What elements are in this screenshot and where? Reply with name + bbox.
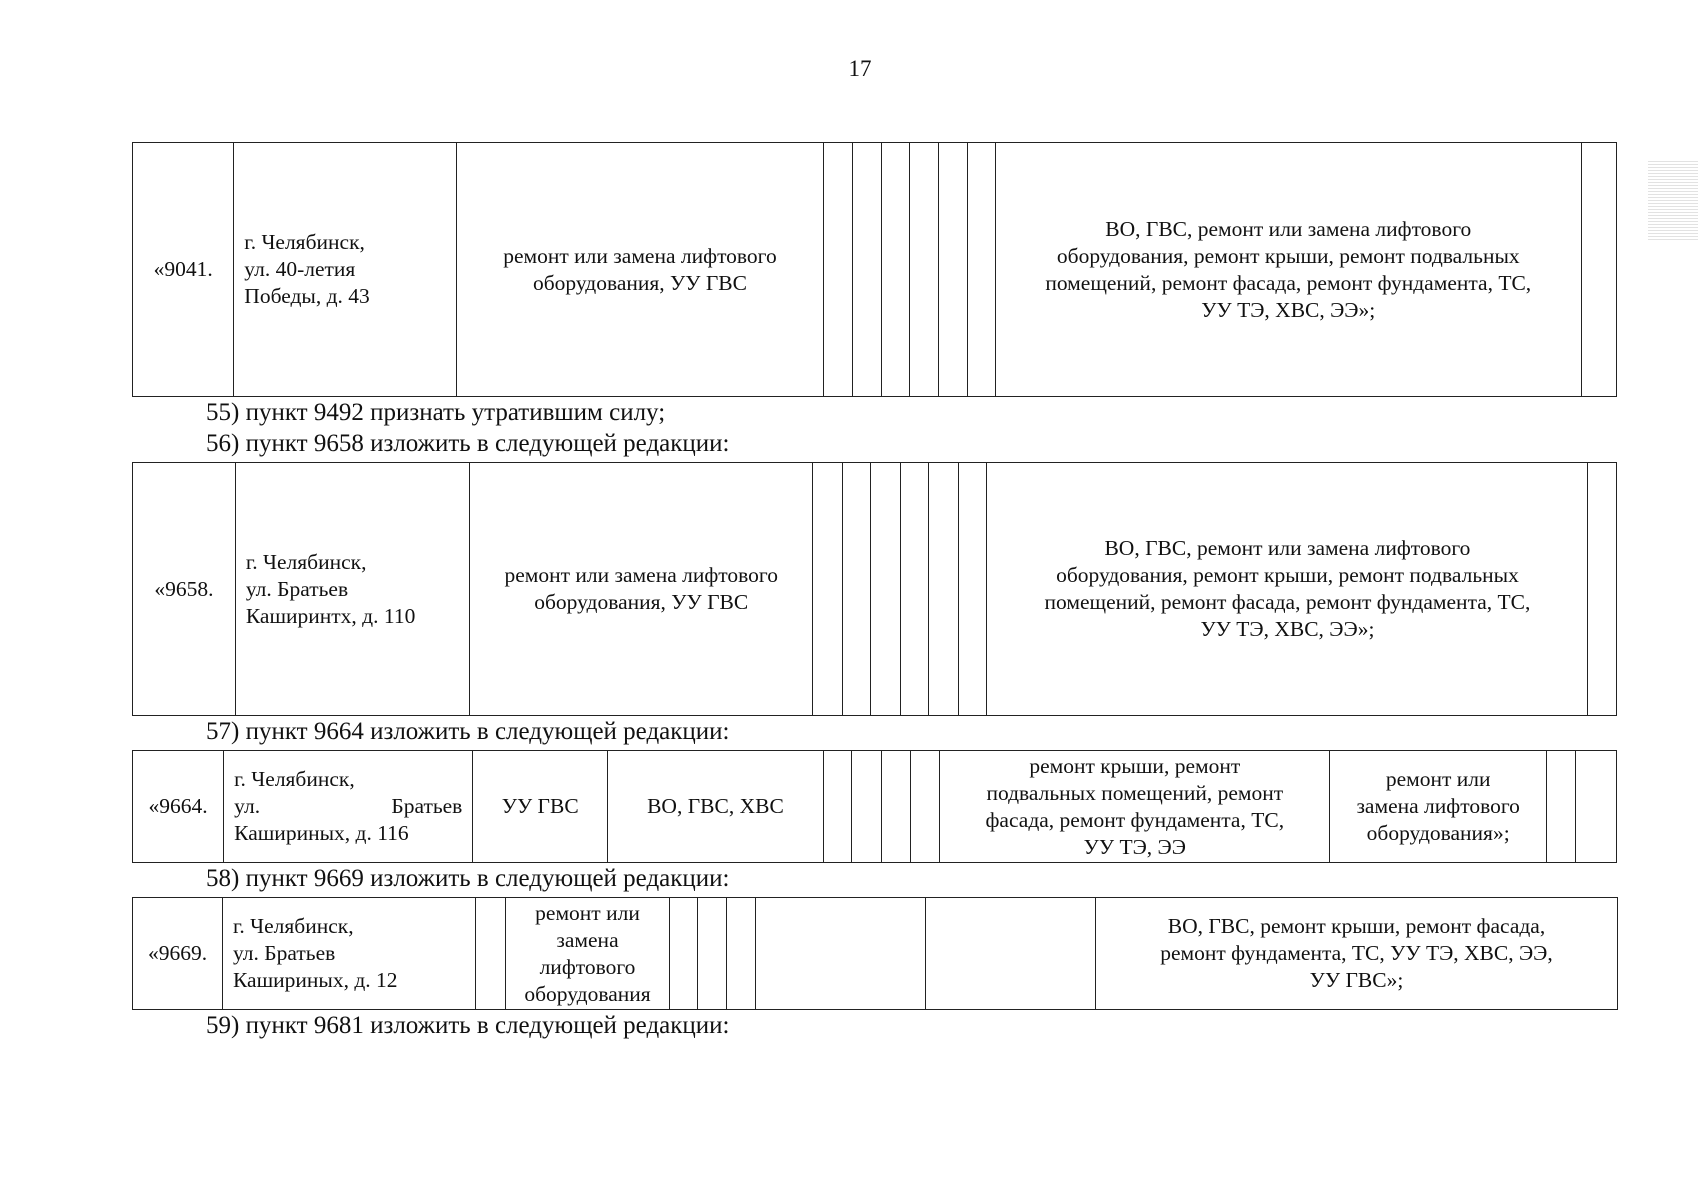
instruction-59: 59) пункт 9681 изложить в следующей редакции: <box>206 1012 730 1039</box>
empty-cell <box>909 143 938 397</box>
empty-cell <box>853 143 881 397</box>
empty-cell <box>926 898 1096 1010</box>
instruction-58: 58) пункт 9669 изложить в следующей редакции: <box>206 865 730 892</box>
instruction-55: 55) пункт 9492 признать утратившим силу; <box>206 399 666 426</box>
empty-cell <box>823 751 851 863</box>
row-number: «9041. <box>133 143 234 397</box>
address-word: Братьев <box>391 794 463 818</box>
scan-edge-mark <box>1648 160 1698 240</box>
row-number: «9664. <box>133 751 224 863</box>
empty-cell <box>1576 751 1617 863</box>
instruction-56: 56) пункт 9658 изложить в следующей редакции: <box>206 430 730 457</box>
address-line: Кашириных, д. 116 <box>234 821 409 845</box>
address-line <box>234 793 462 820</box>
empty-cell <box>813 463 843 716</box>
works-cell: ремонт или замена лифтового оборудования»; <box>1330 751 1547 863</box>
empty-cell <box>881 751 910 863</box>
empty-cell <box>842 463 871 716</box>
instruction-57: 57) пункт 9664 изложить в следующей редакции: <box>206 718 730 745</box>
empty-cell <box>929 463 959 716</box>
address-word: ул. <box>234 794 261 818</box>
address-line: г. Челябинск, <box>234 767 355 791</box>
address-cell <box>224 751 473 863</box>
empty-cell <box>900 463 929 716</box>
table-row-9041 <box>132 142 1617 397</box>
empty-cell <box>881 143 909 397</box>
works-cell: ремонт или замена лифтового оборудования, УУ ГВС <box>457 143 824 397</box>
works-cell: ВО, ГВС, ХВС <box>608 751 824 863</box>
empty-cell <box>852 751 881 863</box>
empty-cell <box>698 898 727 1010</box>
empty-cell <box>958 463 987 716</box>
address-cell: г. Челябинск, ул. Братьев Кашириных, д. 12 <box>223 898 476 1010</box>
works-cell: ВО, ГВС, ремонт или замена лифтового оборудования, ремонт крыши, ремонт подвальных помещений, ремонт фасада, ремонт фундамента, ТС, УУ ТЭ, ХВС, ЭЭ»; <box>987 463 1588 716</box>
works-cell: УУ ГВС <box>473 751 608 863</box>
empty-cell <box>670 898 698 1010</box>
table-row-9669 <box>132 897 1618 1010</box>
empty-cell <box>476 898 506 1010</box>
empty-cell <box>727 898 756 1010</box>
works-cell: ремонт крыши, ремонт подвальных помещений, ремонт фасада, ремонт фундамента, ТС, УУ ТЭ, ЭЭ <box>940 751 1330 863</box>
empty-cell <box>967 143 995 397</box>
empty-cell <box>1547 751 1576 863</box>
row-number: «9669. <box>133 898 223 1010</box>
page-number: 17 <box>848 56 872 81</box>
address-cell: г. Челябинск, ул. 40-летия Победы, д. 43 <box>234 143 457 397</box>
row-number: «9658. <box>133 463 236 716</box>
works-cell: ВО, ГВС, ремонт крыши, ремонт фасада, ремонт фундамента, ТС, УУ ТЭ, ХВС, ЭЭ, УУ ГВС»; <box>1096 898 1618 1010</box>
empty-cell <box>823 143 852 397</box>
works-cell: ВО, ГВС, ремонт или замена лифтового оборудования, ремонт крыши, ремонт подвальных помещений, ремонт фасада, ремонт фундамента, ТС, УУ ТЭ, ХВС, ЭЭ»; <box>996 143 1581 397</box>
works-cell: ремонт или замена лифтового оборудования <box>506 898 670 1010</box>
table-row-9658 <box>132 462 1617 716</box>
address-cell: г. Челябинск, ул. Братьев Каширинтх, д. 110 <box>235 463 469 716</box>
empty-cell <box>756 898 926 1010</box>
empty-cell <box>910 751 939 863</box>
works-cell: ремонт или замена лифтового оборудования, УУ ГВС <box>470 463 813 716</box>
empty-cell <box>939 143 967 397</box>
empty-cell <box>1581 143 1617 397</box>
empty-cell <box>1588 463 1617 716</box>
empty-cell <box>871 463 901 716</box>
table-row-9664 <box>132 750 1617 863</box>
